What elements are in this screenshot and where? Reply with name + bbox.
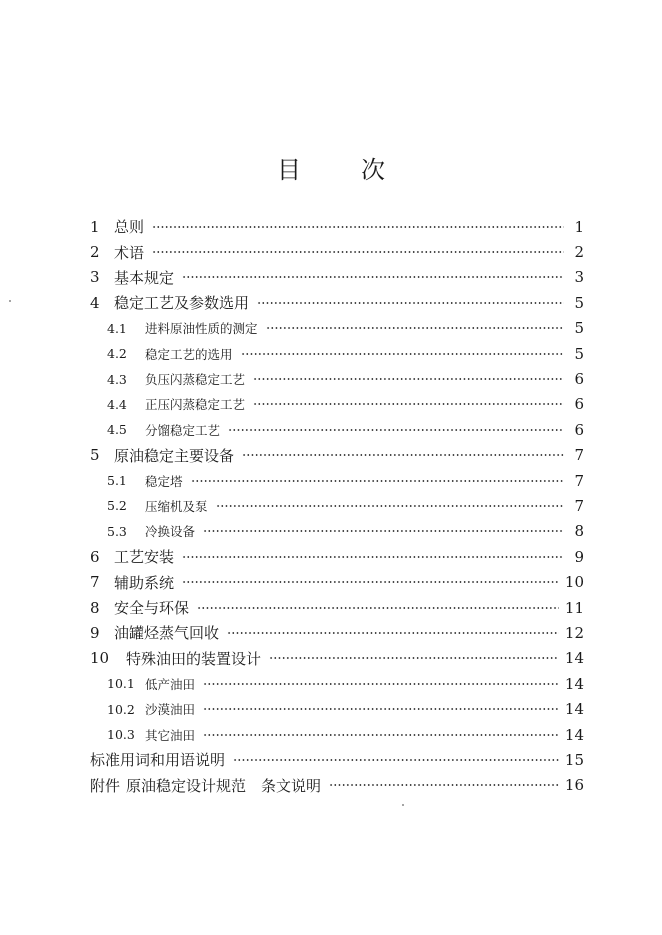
toc-entry[interactable] — [90, 341, 584, 366]
toc-entry-page: 7 — [574, 471, 584, 490]
dot-leader — [197, 607, 559, 609]
dot-leader — [216, 505, 564, 507]
toc-entry-number: 10.2 — [107, 701, 135, 717]
toc-entry[interactable] — [90, 671, 584, 696]
toc-entry[interactable] — [90, 214, 584, 239]
toc-entry[interactable] — [90, 595, 584, 620]
toc-entry-page: 6 — [574, 420, 584, 439]
dot-leader — [203, 683, 559, 685]
scan-speck — [9, 300, 11, 302]
toc-entry-label: 辅助系统 — [114, 573, 175, 592]
toc-entry[interactable] — [90, 519, 584, 544]
toc-entry-page: 10 — [564, 573, 584, 592]
toc-entry[interactable] — [90, 493, 584, 518]
toc-entry-label: 正压闪蒸稳定工艺 — [145, 397, 246, 413]
toc-entry-page: 14 — [564, 700, 584, 719]
toc-entry-number: 8 — [90, 598, 100, 617]
toc-entry-label: 进料原油性质的测定 — [145, 321, 258, 337]
toc-entry-label: 压缩机及泵 — [145, 498, 208, 514]
toc-entry-page: 5 — [574, 319, 584, 338]
toc-entry[interactable] — [90, 773, 584, 798]
toc-entry[interactable] — [90, 417, 584, 442]
toc-entry[interactable] — [90, 290, 584, 315]
toc-entry-label: 特殊油田的装置设计 — [126, 649, 262, 668]
dot-leader — [233, 759, 559, 761]
toc-entry-number: 5.1 — [107, 473, 127, 489]
toc-entry[interactable] — [90, 722, 584, 747]
toc-entry-page: 7 — [574, 446, 584, 465]
toc-entry-label: 低产油田 — [145, 676, 196, 692]
toc-entry-number: 10.1 — [107, 676, 135, 692]
toc-entry-label: 基本规定 — [114, 268, 175, 287]
toc-entry-page: 9 — [574, 547, 584, 566]
toc-entry[interactable] — [90, 316, 584, 341]
toc-entry[interactable] — [90, 696, 584, 721]
dot-leader — [182, 581, 559, 583]
toc-entry[interactable] — [90, 544, 584, 569]
toc-entry-page: 16 — [564, 776, 584, 795]
toc-entry-number: 5.3 — [107, 523, 127, 539]
toc-entry-page: 5 — [574, 293, 584, 312]
toc-entry-page: 14 — [564, 725, 584, 744]
toc-entry-number: 5.2 — [107, 498, 127, 514]
dot-leader — [257, 302, 564, 304]
toc-entry[interactable] — [90, 366, 584, 391]
dot-leader — [203, 530, 564, 532]
toc-entry-number: 3 — [90, 268, 100, 287]
toc-entry-label: 原油稳定设计规范 条文说明 — [126, 776, 322, 795]
dot-leader — [152, 226, 564, 228]
title-char: 次 — [361, 156, 385, 184]
toc-entry-page: 12 — [564, 623, 584, 642]
toc-entry[interactable] — [90, 392, 584, 417]
toc-entry[interactable] — [90, 239, 584, 264]
dot-leader — [269, 657, 559, 659]
dot-leader — [203, 708, 559, 710]
toc-entry-label: 沙漠油田 — [145, 702, 196, 718]
toc-entry-page: 5 — [574, 344, 584, 363]
toc-entry-label: 总则 — [114, 218, 145, 237]
toc-entry[interactable] — [90, 747, 584, 772]
toc-entry-label: 安全与环保 — [114, 599, 190, 618]
toc-entry[interactable] — [90, 569, 584, 594]
toc-entry-number: 1 — [90, 217, 100, 236]
toc-entry-label: 工艺安装 — [114, 548, 175, 567]
toc-entry-page: 7 — [574, 496, 584, 515]
toc-entry-page: 14 — [564, 649, 584, 668]
dot-leader — [228, 429, 564, 431]
toc-entry-label: 标准用词和用语说明 — [90, 751, 226, 770]
toc-entry-label: 稳定工艺的选用 — [145, 346, 233, 362]
toc-entry-number: 附件 — [90, 776, 121, 795]
toc-entry-number: 9 — [90, 623, 100, 642]
scan-speck — [402, 804, 404, 806]
dot-leader — [182, 276, 564, 278]
title-char: 目 — [277, 156, 301, 184]
toc-entry-number: 5 — [90, 446, 100, 465]
toc-entry-page: 1 — [574, 217, 584, 236]
toc-entry-number: 4.1 — [107, 320, 127, 336]
toc-entry-number: 2 — [90, 243, 100, 262]
toc-entry-number: 4 — [90, 293, 100, 312]
toc-entry-label: 油罐烃蒸气回收 — [114, 624, 220, 643]
toc-entry[interactable] — [90, 646, 584, 671]
toc-entry-label: 原油稳定主要设备 — [114, 446, 235, 465]
toc-entry-page: 14 — [564, 674, 584, 693]
dot-leader — [182, 556, 564, 558]
dot-leader — [266, 327, 564, 329]
dot-leader — [203, 734, 559, 736]
toc-entry[interactable] — [90, 443, 584, 468]
toc-entry-page: 6 — [574, 370, 584, 389]
toc-entry-label: 冷换设备 — [145, 524, 196, 540]
toc-entry-number: 6 — [90, 547, 100, 566]
toc-entry-page: 8 — [574, 522, 584, 541]
toc-entry-label: 分馏稳定工艺 — [145, 422, 221, 438]
dot-leader — [152, 251, 564, 253]
dot-leader — [253, 378, 564, 380]
toc-entry-page: 6 — [574, 395, 584, 414]
dot-leader — [191, 480, 564, 482]
toc-entry[interactable] — [90, 265, 584, 290]
toc-entry-label: 稳定工艺及参数选用 — [114, 294, 250, 313]
toc-entry-number: 10.3 — [107, 727, 135, 742]
page-title — [0, 150, 662, 185]
toc-entry-page: 15 — [564, 750, 584, 769]
toc-entry-number: 7 — [90, 573, 100, 592]
dot-leader — [329, 784, 559, 786]
toc-entry-label: 术语 — [114, 243, 145, 262]
toc-entry-number: 10 — [90, 649, 110, 668]
dot-leader — [242, 454, 564, 456]
toc-entry-page: 2 — [574, 243, 584, 262]
toc-entry[interactable] — [90, 620, 584, 645]
dot-leader — [241, 353, 564, 355]
toc-entry-page: 11 — [564, 598, 584, 617]
toc-entry-number: 4.5 — [107, 422, 127, 438]
toc-entry-number: 4.2 — [107, 346, 127, 362]
toc-entry[interactable] — [90, 468, 584, 493]
table-of-contents — [90, 214, 584, 798]
toc-entry-label: 负压闪蒸稳定工艺 — [145, 372, 246, 388]
toc-entry-number: 4.4 — [107, 396, 127, 412]
toc-entry-label: 稳定塔 — [145, 473, 183, 489]
toc-entry-page: 3 — [574, 268, 584, 287]
dot-leader — [253, 403, 564, 405]
toc-entry-label: 其它油田 — [145, 727, 196, 743]
toc-entry-number: 4.3 — [107, 371, 127, 387]
dot-leader — [227, 632, 559, 634]
